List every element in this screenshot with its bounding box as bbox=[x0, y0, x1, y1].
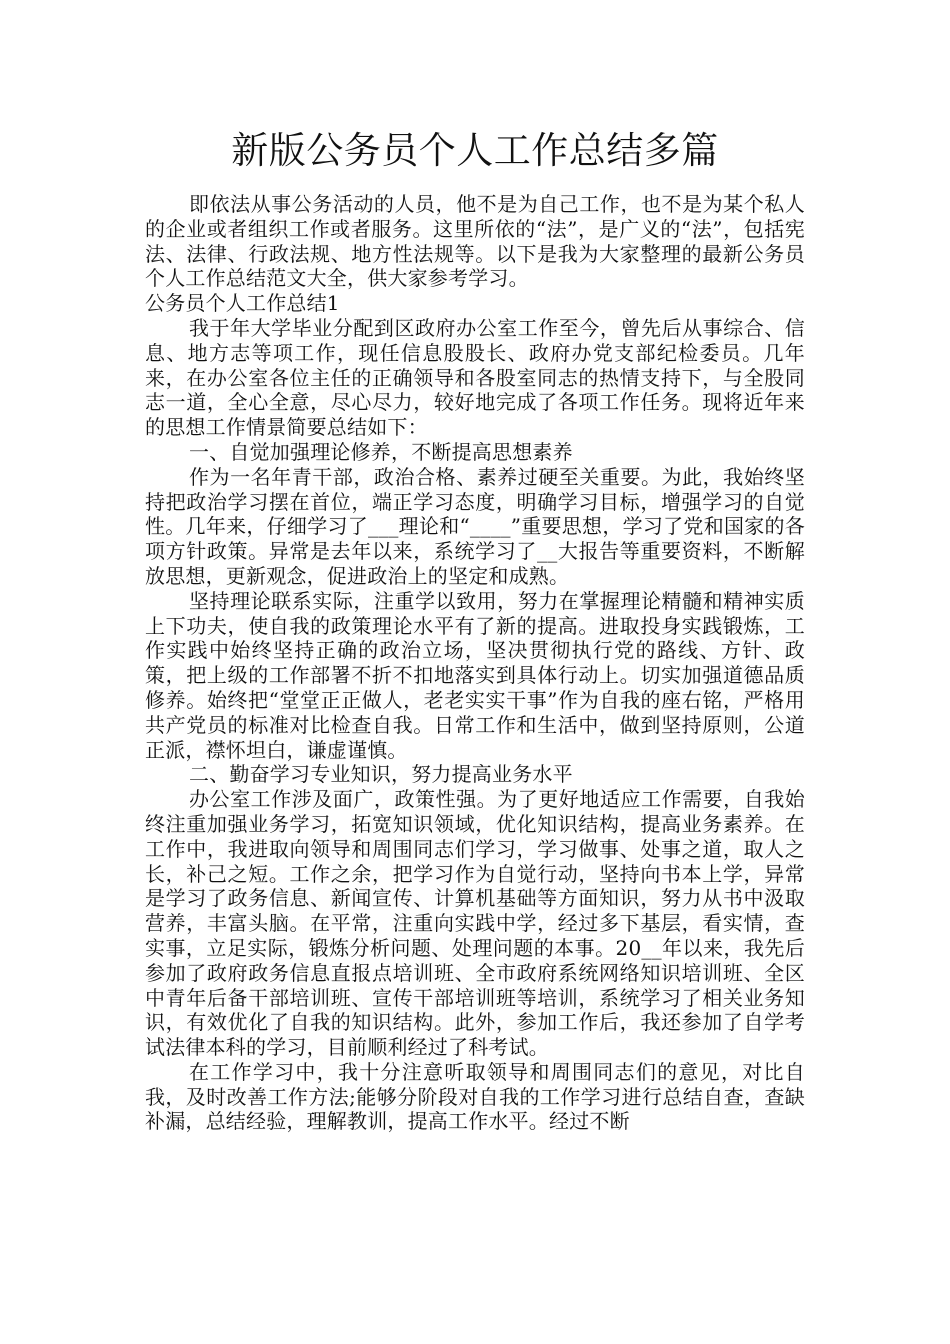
paragraph-4: 办公室工作涉及面广，政策性强。为了更好地适应工作需要，自我始终注重加强业务学习，拓宽知识领域，优化知识结构，提高业务素养。在工作中，我进取向领导和周围同志们学习，学习做事、处事之道，取人之长，补己之短。工作之余，把学习作为自觉行动，坚持向书本上学，异常是学习了政务信息、新闻宣传、计算机基础等方面知识，努力从书中汲取营养，丰富头脑。在平常，注重向实践中学，经过多下基层，看实情，查实事，立足实际，锻炼分析问题、处理问题的本事。20__年以来，我先后参加了政府政务信息直报点培训班、全市政府系统网络知识培训班、全区中青年后备干部培训班、宣传干部培训班等培训，系统学习了相关业务知识，有效优化了自我的知识结构。此外，参加工作后，我还参加了自学考试法律本科的学习，目前顺利经过了科考试。 bbox=[145, 787, 805, 1060]
paragraph-1: 我于年大学毕业分配到区政府办公室工作至今，曾先后从事综合、信息、地方志等项工作，现任信息股股长、政府办党支部纪检委员。几年来，在办公室各位主任的正确领导和各股室同志的热情支持下，与全股同志一道，全心全意，尽心尽力，较好地完成了各项工作任务。现将近年来的思想工作情景简要总结如下： bbox=[145, 315, 805, 440]
paragraph-2: 作为一名年青干部，政治合格、素养过硬至关重要。为此，我始终坚持把政治学习摆在首位，端正学习态度，明确学习目标，增强学习的自觉性。几年来，仔细学习了___理论和“____”重要思想，学习了党和国家的各项方针政策。异常是去年以来，系统学习了__大报告等重要资料，不断解放思想，更新观念，促进政治上的坚定和成熟。 bbox=[145, 464, 805, 588]
intro-paragraph: 即依法从事公务活动的人员，他不是为自己工作，也不是为某个私人的企业或者组织工作或者服务。这里所依的“法”，是广义的“法”，包括宪法、法律、行政法规、地方性法规等。以下是我为大家整理的最新公务员个人工作总结范文大全，供大家参考学习。 bbox=[145, 192, 805, 291]
section-title: 公务员个人工作总结1 bbox=[145, 291, 340, 316]
paragraph-5: 在工作学习中，我十分注意听取领导和周围同志们的意见，对比自我，及时改善工作方法;能够分阶段对自我的工作学习进行总结自查，查缺补漏，总结经验，理解教训，提高工作水平。经过不断 bbox=[145, 1059, 805, 1134]
document-title: 新版公务员个人工作总结多篇 bbox=[231, 129, 719, 172]
heading-2: 二、勤奋学习专业知识，努力提高业务水平 bbox=[189, 762, 573, 787]
paragraph-3: 坚持理论联系实际，注重学以致用，努力在掌握理论精髓和精神实质上下功夫，使自我的政策理论水平有了新的提高。进取投身实践锻炼，工作实践中始终坚持正确的政治立场，坚决贯彻执行党的路线、方针、政策，把上级的工作部署不折不扣地落实到具体行动上。切实加强道德品质修养。始终把“堂堂正正做人，老老实实干事”作为自我的座右铭，严格用共产党员的标准对比检查自我。日常工作和生活中，做到坚持原则，公道正派，襟怀坦白，谦虚谨慎。 bbox=[145, 588, 805, 762]
document-page bbox=[145, 118, 805, 1134]
heading-1: 一、自觉加强理论修养，不断提高思想素养 bbox=[189, 439, 573, 464]
